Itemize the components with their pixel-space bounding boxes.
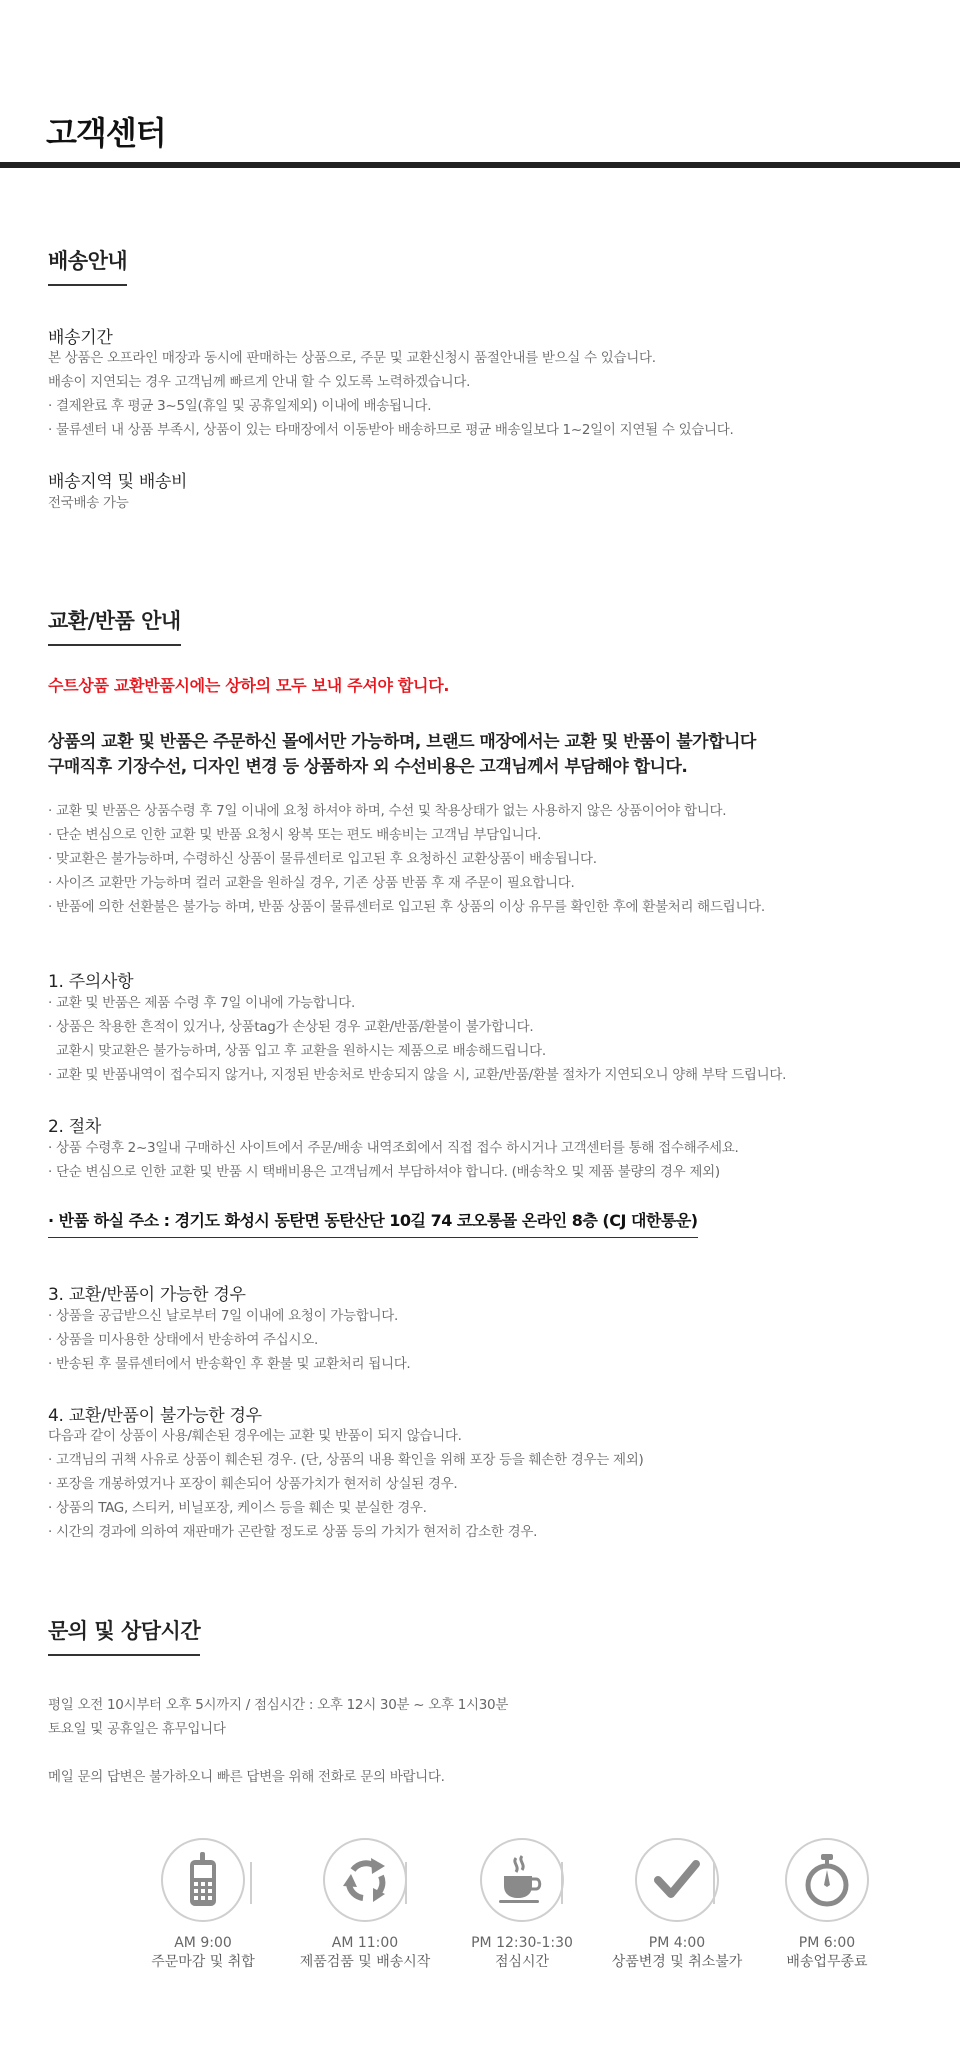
text-line: · 사이즈 교환만 가능하며 컬러 교환을 원하실 경우, 기존 상품 반품 후 재 주문이 필요합니다. — [48, 875, 575, 891]
timeline-separator — [405, 1862, 407, 1904]
step-time: PM 6:00 — [798, 1935, 856, 1951]
text-line: · 상품을 미사용한 상태에서 반송하여 주십시오. — [48, 1332, 319, 1348]
timeline-step — [285, 1838, 445, 1972]
stopwatch-icon — [802, 1852, 852, 1908]
caution-title: 1. 주의사항 — [48, 972, 134, 992]
text-line: · 결제완료 후 평균 3~5일(휴일 및 공휴일제외) 이내에 배송됩니다. — [48, 398, 432, 414]
text-line: · 상품의 TAG, 스티커, 비닐포장, 케이스 등을 훼손 및 분실한 경우. — [48, 1500, 427, 1516]
text-line: · 시간의 경과에 의하여 재판매가 곤란할 정도로 상품 등의 가치가 현저히 감소한 경우. — [48, 1524, 538, 1540]
step-circle — [161, 1838, 245, 1922]
step-label: 제품검품 및 배송시작 — [299, 1954, 431, 1970]
page-title: 고객센터 — [46, 114, 166, 152]
text-line: 구매직후 기장수선, 디자인 변경 등 상품하자 외 수선비용은 고객님께서 부담해야 합니다. — [48, 757, 688, 777]
timeline-separator — [713, 1862, 715, 1904]
impossible-lines — [48, 1424, 643, 1544]
text-line: · 맞교환은 불가능하며, 수령하신 상품이 물류센터로 입고된 후 요청하신 교환상품이 배송됩니다. — [48, 851, 597, 867]
exchange-heading: 교환/반품 안내 — [48, 605, 181, 646]
step-circle — [323, 1838, 407, 1922]
step-label: 주문마감 및 취합 — [151, 1954, 255, 1970]
shipping-period-title: 배송기간 — [48, 328, 113, 348]
checkmark-icon — [652, 1858, 702, 1902]
recycle-icon — [339, 1854, 391, 1906]
text-line: 본 상품은 오프라인 매장과 동시에 판매하는 상품으로, 주문 및 교환신청시 품절안내를 받으실 수 있습니다. — [48, 350, 656, 366]
timeline-step — [597, 1838, 757, 1972]
step-time: AM 11:00 — [331, 1935, 399, 1951]
text-line: · 반송된 후 물류센터에서 반송확인 후 환불 및 교환처리 됩니다. — [48, 1356, 411, 1372]
step-circle — [635, 1838, 719, 1922]
timeline-step — [442, 1838, 602, 1972]
step-time: PM 12:30-1:30 — [471, 1935, 573, 1951]
shipping-area-lines — [48, 491, 128, 515]
timeline-separator — [250, 1862, 252, 1904]
text-line: 상품의 교환 및 반품은 주문하신 몰에서만 가능하며, 브랜드 매장에서는 교환 및 반품이 불가합니다 — [48, 732, 756, 752]
step-time: AM 9:00 — [174, 1935, 232, 1951]
possible-lines — [48, 1304, 410, 1376]
step-label: 상품변경 및 취소불가 — [611, 1954, 743, 1970]
timeline-separator — [561, 1862, 563, 1904]
exchange-notes — [48, 799, 765, 919]
shipping-period-lines — [48, 346, 734, 442]
title-divider — [0, 162, 960, 168]
text-line: · 고객님의 귀책 사유로 상품이 훼손된 경우. (단, 상품의 내용 확인을 위해 포장 등을 훼손한 경우는 제외) — [48, 1452, 644, 1468]
procedure-title: 2. 절차 — [48, 1117, 101, 1137]
text-line: · 상품은 착용한 흔적이 있거나, 상품tag가 손상된 경우 교환/반품/환불이 불가합니다. — [48, 1019, 534, 1035]
text-line: · 포장을 개봉하였거나 포장이 훼손되어 상품가치가 현저히 상실된 경우. — [48, 1476, 458, 1492]
text-line: · 교환 및 반품은 상품수령 후 7일 이내에 요청 하셔야 하며, 수선 및 착용상태가 없는 사용하지 않은 상품이어야 합니다. — [48, 803, 727, 819]
text-line: 토요일 및 공휴일은 휴무입니다 — [48, 1721, 226, 1737]
timeline-step — [123, 1838, 283, 1972]
text-line: 메일 문의 답변은 불가하오니 빠른 답변을 위해 전화로 문의 바랍니다. — [48, 1769, 445, 1785]
phone-icon — [180, 1850, 226, 1910]
text-line: 교환시 맞교환은 불가능하며, 상품 입고 후 교환을 원하시는 제품으로 배송해드립니다. — [48, 1043, 546, 1059]
inquiry-heading: 문의 및 상담시간 — [48, 1615, 200, 1656]
impossible-title: 4. 교환/반품이 불가능한 경우 — [48, 1406, 262, 1426]
text-line: · 단순 변심으로 인한 교환 및 반품 시 택배비용은 고객님께서 부담하셔야 합니다. (배송착오 및 제품 불량의 경우 제외) — [48, 1164, 720, 1180]
step-circle — [480, 1838, 564, 1922]
possible-title: 3. 교환/반품이 가능한 경우 — [48, 1285, 246, 1305]
step-label: 점심시간 — [494, 1954, 550, 1970]
coffee-cup-icon — [494, 1854, 550, 1906]
text-line: 평일 오전 10시부터 오후 5시까지 / 점심시간 : 오후 12시 30분 ~ 오후 1시30분 — [48, 1697, 509, 1713]
text-line: · 교환 및 반품내역이 접수되지 않거나, 지정된 반송처로 반송되지 않을 시, 교환/반품/환불 절차가 지연되오니 양해 부탁 드립니다. — [48, 1067, 787, 1083]
daily-schedule-timeline — [120, 1838, 880, 1988]
step-circle — [785, 1838, 869, 1922]
text-line: · 단순 변심으로 인한 교환 및 반품 요청시 왕복 또는 편도 배송비는 고객님 부담입니다. — [48, 827, 542, 843]
text-line: 다음과 같이 상품이 사용/훼손된 경우에는 교환 및 반품이 되지 않습니다. — [48, 1428, 462, 1444]
text-line: 전국배송 가능 — [48, 495, 129, 511]
timeline-step — [747, 1838, 907, 1972]
inquiry-hours — [48, 1693, 508, 1741]
return-address: · 반품 하실 주소 : 경기도 화성시 동탄면 동탄산단 10길 74 코오롱몰 온라인 8층 (CJ 대한통운) — [48, 1208, 698, 1238]
text-line: · 상품 수령후 2~3일내 구매하신 사이트에서 주문/배송 내역조회에서 직접 접수 하시거나 고객센터를 통해 접수해주세요. — [48, 1140, 739, 1156]
step-label: 배송업무종료 — [786, 1954, 868, 1970]
suit-return-notice: 수트상품 교환반품시에는 상하의 모두 보내 주셔야 합니다. — [48, 676, 450, 695]
step-time: PM 4:00 — [648, 1935, 706, 1951]
shipping-heading: 배송안내 — [48, 245, 127, 286]
text-line: · 상품을 공급받으신 날로부터 7일 이내에 요청이 가능합니다. — [48, 1308, 398, 1324]
text-line: · 물류센터 내 상품 부족시, 상품이 있는 타매장에서 이동받아 배송하므로 평균 배송일보다 1~2일이 지연될 수 있습니다. — [48, 422, 734, 438]
caution-lines — [48, 991, 786, 1087]
text-line: 배송이 지연되는 경우 고객님께 빠르게 안내 할 수 있도록 노력하겠습니다. — [48, 374, 471, 390]
text-line: · 반품에 의한 선환불은 불가능 하며, 반품 상품이 물류센터로 입고된 후 상품의 이상 유무를 확인한 후에 환불처리 해드립니다. — [48, 899, 765, 915]
shipping-area-title: 배송지역 및 배송비 — [48, 472, 188, 492]
text-line: · 교환 및 반품은 제품 수령 후 7일 이내에 가능합니다. — [48, 995, 356, 1011]
exchange-policy-summary — [48, 730, 756, 780]
procedure-lines — [48, 1136, 739, 1184]
inquiry-email-note — [48, 1765, 445, 1789]
